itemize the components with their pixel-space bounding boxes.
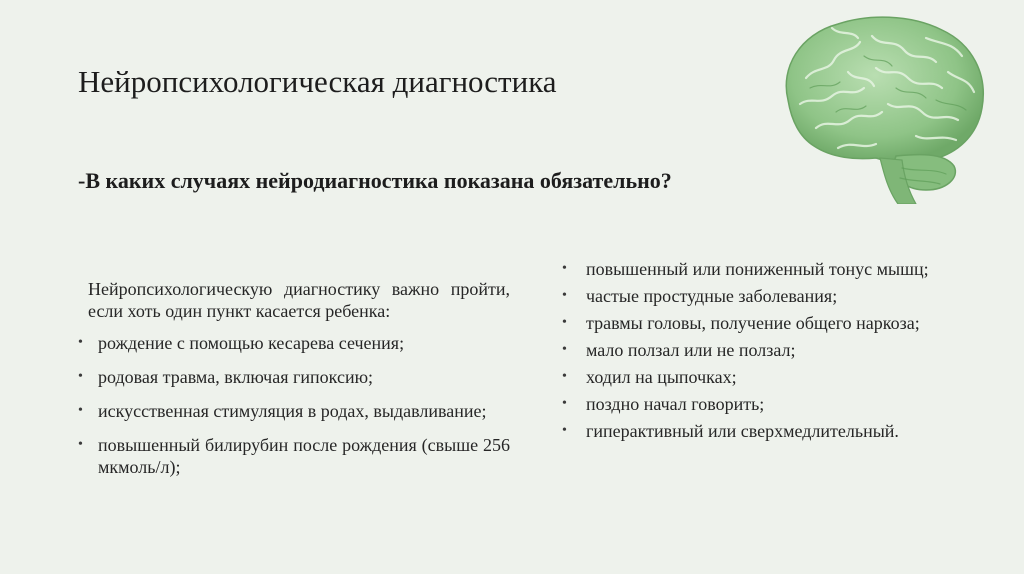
- list-item-text: искусственная стимуляция в родах, выдавливание;: [98, 401, 487, 421]
- list-item: [562, 312, 948, 334]
- list-item-text: частые простудные заболевания;: [586, 286, 838, 306]
- list-item-text: ходил на цыпочках;: [586, 367, 737, 387]
- left-column: [78, 278, 510, 490]
- list-item: [562, 285, 948, 307]
- list-item-text: повышенный или пониженный тонус мышц;: [586, 259, 929, 279]
- bullet-icon: •: [562, 261, 567, 276]
- bullet-icon: •: [562, 369, 567, 384]
- bullet-icon: •: [78, 403, 83, 418]
- list-item-text: рождение с помощью кесарева сечения;: [98, 333, 405, 353]
- list-item-text: гиперактивный или сверхмедлительный.: [586, 421, 899, 441]
- list-item: [562, 393, 948, 415]
- list-item-text: повышенный билирубин после рождения (свыше 256 мкмоль/л);: [98, 435, 510, 477]
- list-item: [78, 434, 510, 478]
- list-item: [78, 366, 510, 388]
- intro-text: Нейропсихологическую диагностику важно пройти, если хоть один пункт касается ребенка:: [88, 279, 510, 321]
- list-item: [78, 400, 510, 422]
- list-item-text: мало ползал или не ползал;: [586, 340, 796, 360]
- bullet-icon: •: [78, 437, 83, 452]
- left-list: [78, 332, 510, 478]
- question-heading: -В каких случаях нейродиагностика показана обязательно?: [78, 168, 672, 193]
- slide-title: Нейропсихологическая диагностика: [78, 64, 557, 99]
- right-list: [562, 258, 948, 442]
- brain-icon: [776, 8, 992, 204]
- list-item-text: родовая травма, включая гипоксию;: [98, 367, 374, 387]
- list-item-text: поздно начал говорить;: [586, 394, 765, 414]
- list-item: [562, 366, 948, 388]
- list-item-text: травмы головы, получение общего наркоза;: [586, 313, 920, 333]
- list-item: [562, 258, 948, 280]
- list-item: [562, 339, 948, 361]
- bullet-icon: •: [78, 369, 83, 384]
- bullet-icon: •: [78, 335, 83, 350]
- bullet-icon: •: [562, 423, 567, 438]
- bullet-icon: •: [562, 342, 567, 357]
- bullet-icon: •: [562, 396, 567, 411]
- list-item: [562, 420, 948, 442]
- bullet-icon: •: [562, 288, 567, 303]
- right-column: [562, 258, 948, 447]
- bullet-icon: •: [562, 315, 567, 330]
- list-item: [78, 332, 510, 354]
